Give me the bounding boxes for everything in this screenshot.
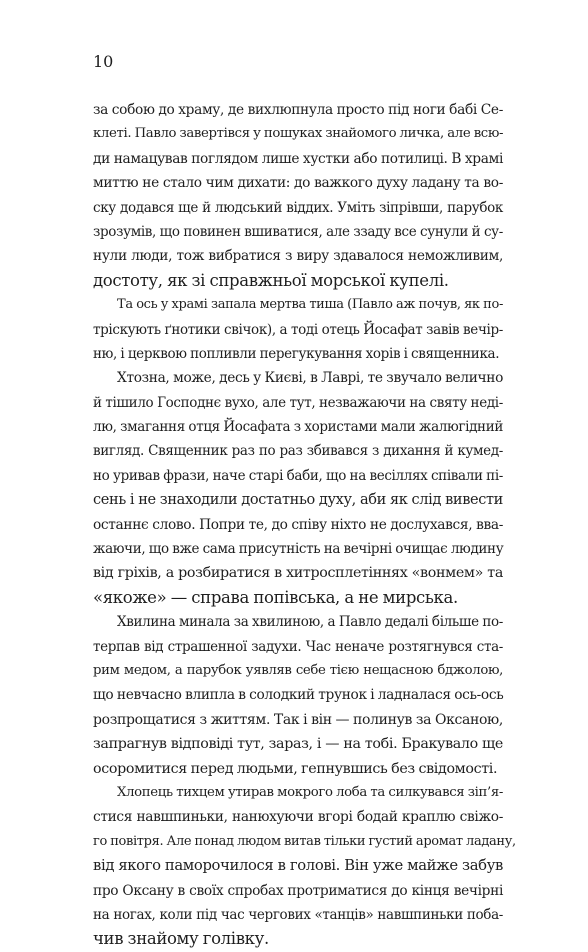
line: Хвилина минала за хвилиною, а Павло дедалі більше по- <box>117 614 503 631</box>
line: вигляд. Священник раз по раз збивався з дихання й кумед- <box>93 443 503 460</box>
line: «якоже» — справа попівська, а не мирська. <box>93 587 458 607</box>
line: розпрощатися з життям. Так і він — полинув за Оксаною, <box>93 711 503 728</box>
line: миттю не стало чим дихати: до важкого духу ладану та во- <box>93 175 503 192</box>
line: Хлопець тихцем утирав мокрого лоба та силкувався зіп’я- <box>117 784 503 800</box>
line: сень і не знаходили достатньо духу, аби як слід вивести <box>93 492 503 509</box>
line: Хтозна, може, десь у Києві, в Лаврі, те звучало велично <box>117 370 503 387</box>
line: терпав від страшенної задухи. Час неначе розтягнувся ста- <box>93 638 503 655</box>
line: нули люди, тож вибратися з виру здавалося неможливим, <box>93 248 503 265</box>
line: достоту, як зі справжньої морської купелі. <box>93 270 449 290</box>
line: го повітря. Але понад людом витав тільки густий аромат ладану, <box>93 833 516 849</box>
page-number: 10 <box>93 52 114 71</box>
line: на ногах, коли під час чергових «танців» навшпиньки поба- <box>93 906 503 923</box>
line: ди намацував поглядом лише хустки або потилиці. В храмі <box>93 150 503 167</box>
line: клеті. Павло завертівся у пошуках знайомого личка, але всю- <box>93 126 504 142</box>
line: рим медом, а парубок уявляв себе тією нещасною бджолою, <box>93 662 503 678</box>
line: Та ось у храмі запала мертва тиша (Павло аж почув, як по- <box>117 297 503 313</box>
line: ню, і церквою попливли перегукування хорів і священника. <box>93 345 500 362</box>
line: що невчасно влипла в солодкий трунок і ладналася ось-ось <box>93 687 504 704</box>
line: від гріхів, а розбиратися в хитросплетіннях «вонмем» та <box>93 565 503 582</box>
line: й тішило Господнє вухо, але тут, незважаючи на святу неді- <box>93 394 503 411</box>
line: жаючи, що вже сама присутність на вечірні очищає людину <box>93 541 504 558</box>
line: від якого паморочилося в голові. Він уже майже забув <box>93 857 503 875</box>
line: за собою до храму, де вихлюпнула просто під ноги бабі Се- <box>93 102 503 118</box>
line: тріскують ґнотики свічок), а тоді отець Йосафат завів вечір- <box>93 321 503 338</box>
line: но уривав фрази, наче старі баби, що на весіллях співали пі- <box>93 467 503 484</box>
line: останнє слово. Попри те, до співу ніхто не дослухався, вва- <box>93 516 503 533</box>
line: ску додався ще й людський віддих. Уміть зіпрівши, парубок <box>93 199 503 216</box>
line: осоромитися перед людьми, гепнувшись без свідомості. <box>93 760 498 777</box>
body-text <box>93 98 516 952</box>
line: запрагнув відповіді тут, зараз, і — на тобі. Бракувало ще <box>93 736 503 753</box>
line: чив знайому голівку. <box>93 929 269 949</box>
line: про Оксану в своїх спробах протриматися до кінця вечірні <box>93 882 503 899</box>
line: лю, змагання отця Йосафата з хористами мали жалюгідний <box>93 419 503 436</box>
line: зрозумів, що повинен вшиватися, але ззаду все сунули й су- <box>93 223 503 240</box>
line: стися навшпиньки, нанюхуючи вгорі бодай краплю свіжо- <box>93 809 503 826</box>
